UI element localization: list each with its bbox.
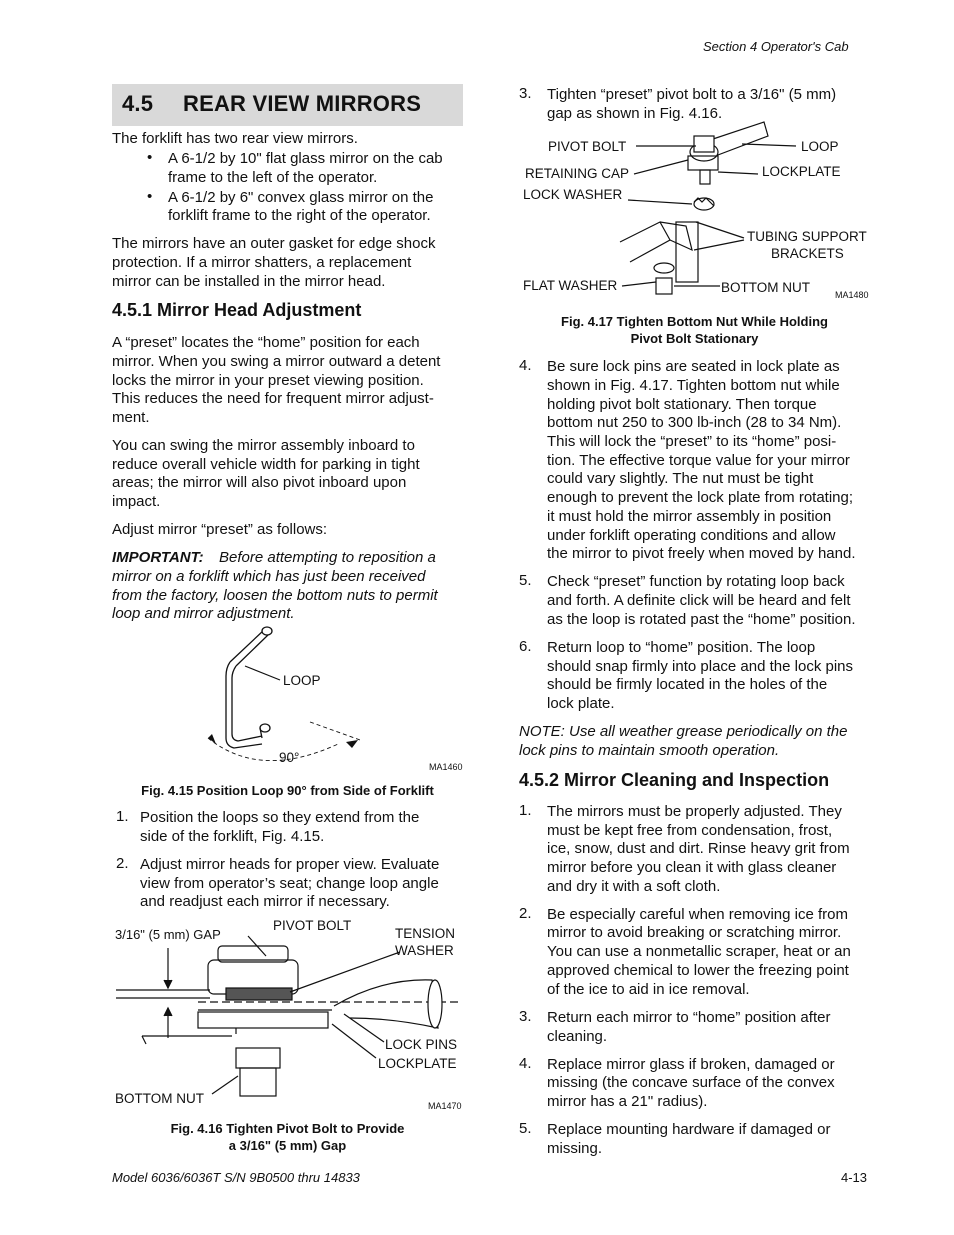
step-line: holding pivot bolt stationary. Then torque xyxy=(547,396,817,413)
fig417-flat-washer-label: FLAT WASHER xyxy=(523,278,618,293)
step-line: bottom nut 250 to 300 lb-inch (28 to 34 Nm). xyxy=(547,414,842,431)
paragraph-line: reduce overall vehicle width for parking in tight xyxy=(112,456,420,473)
bullet-line: forklift frame to the right of the operator. xyxy=(168,207,431,224)
important-label: IMPORTANT: xyxy=(112,549,204,566)
step-number: 5. xyxy=(519,1120,532,1137)
paragraph-line: This reduces the need for frequent mirror adjust- xyxy=(112,390,434,407)
paragraph-line: mirror can be installed in the mirror head. xyxy=(112,273,386,290)
fig417-tubing-label: TUBING SUPPORT xyxy=(747,229,867,244)
section-number: 4.5 xyxy=(122,91,154,116)
step-line: mirror to avoid breaking or scratching mirror. xyxy=(547,924,842,941)
step-line: of the ice to aid in ice removal. xyxy=(547,981,750,998)
fig416-tension-label: TENSION xyxy=(395,926,456,941)
paragraph-line: Adjust mirror “preset” as follows: xyxy=(112,521,328,538)
step-line: Be especially careful when removing ice from xyxy=(547,906,848,923)
important-line: Before attempting to reposition a xyxy=(219,549,436,566)
step-line: should snap firmly into place and the lock pins xyxy=(547,658,854,675)
step-line: Replace mounting hardware if damaged or xyxy=(547,1121,831,1138)
fig415-code: MA1460 xyxy=(429,762,463,772)
fig417-lock-washer-label: LOCK WASHER xyxy=(523,187,623,202)
section-title-bar xyxy=(112,84,463,126)
fig416-caption: a 3/16" (5 mm) Gap xyxy=(228,1138,347,1153)
step-number: 2. xyxy=(519,905,532,922)
step-line: approved chemical to lower the freezing point xyxy=(547,962,849,979)
fig416-bottom-nut-label: BOTTOM NUT xyxy=(115,1091,204,1106)
bullet-marker: • xyxy=(147,188,153,205)
fig415-loop-drawing xyxy=(200,620,460,770)
step-line: side of the forklift, Fig. 4.15. xyxy=(140,828,325,845)
note-line: lock pins to maintain smooth operation. xyxy=(519,742,780,759)
step-line: mirror before you clean it with glass cleaner xyxy=(547,859,837,876)
bullet-line: A 6-1/2 by 6" convex glass mirror on the xyxy=(168,189,434,206)
step-line: Adjust mirror heads for proper view. Evaluate xyxy=(140,856,440,873)
section-title: REAR VIEW MIRRORS xyxy=(183,91,422,116)
step-line: must be kept free from condensation, frost, xyxy=(547,822,833,839)
fig415-loop-label: LOOP xyxy=(283,673,321,688)
bullet-marker: • xyxy=(147,149,153,166)
bullet-line: A 6-1/2 by 10" flat glass mirror on the cab xyxy=(168,150,443,167)
fig416-code: MA1470 xyxy=(428,1101,462,1111)
step-line: missing (the concave surface of the convex xyxy=(547,1074,835,1091)
step-line: This will lock the “preset” to its “home” posi- xyxy=(547,433,837,450)
footer-model: Model 6036/6036T S/N 9B0500 thru 14833 xyxy=(112,1170,360,1185)
fig417-tubing-label: BRACKETS xyxy=(771,246,844,261)
paragraph-line: impact. xyxy=(112,493,161,510)
step-line: the mirror to pivot freely when moved by hand. xyxy=(547,545,856,562)
footer-page-number: 4-13 xyxy=(841,1170,868,1185)
step-number: 4. xyxy=(519,1055,532,1072)
step-line: Position the loops so they extend from the xyxy=(140,809,420,826)
fig416-gap-label: 3/16" (5 mm) GAP xyxy=(115,927,221,942)
step-number: 4. xyxy=(519,357,532,374)
step-number: 1. xyxy=(519,802,532,819)
step-line: Replace mirror glass if broken, damaged or xyxy=(547,1056,835,1073)
step-line: and forth. A definite click will be heard and felt xyxy=(547,592,851,609)
step-line: as the loop is rotated past the “home” position. xyxy=(547,611,856,628)
paragraph-line: protection. If a mirror shatters, a replacement xyxy=(112,254,412,271)
step-line: You can use a nonmetallic scraper, heat or an xyxy=(547,943,851,960)
step-line: under forklift operating conditions and allow xyxy=(547,527,836,544)
fig415-caption: Fig. 4.15 Position Loop 90° from Side of Forklift xyxy=(141,783,434,798)
paragraph-line: The mirrors have an outer gasket for edge shock xyxy=(112,235,436,252)
fig417-bottom-nut-label: BOTTOM NUT xyxy=(721,280,810,295)
step-line: Return each mirror to “home” position after xyxy=(547,1009,831,1026)
intro-paragraph: The forklift has two rear view mirrors. xyxy=(112,130,358,147)
fig416-tension-label: WASHER xyxy=(395,943,454,958)
step-line: view from operator’s seat; change loop angle xyxy=(140,875,439,892)
step-line: and readjust each mirror if necessary. xyxy=(140,893,390,910)
paragraph-line: mirror. When you swing a mirror outward a detent xyxy=(112,353,441,370)
important-line: from the factory, loosen the bottom nuts to permit xyxy=(112,587,438,604)
step-line: Tighten “preset” pivot bolt to a 3/16" (5 mm) xyxy=(547,86,837,103)
paragraph-line: ment. xyxy=(112,409,150,426)
step-line: and dry it with a soft cloth. xyxy=(547,878,721,895)
fig415-angle-label: 90° xyxy=(279,750,300,765)
important-line: mirror on a forklift which has just been received xyxy=(112,568,426,585)
step-line: could vary slightly. The nut must be tight xyxy=(547,470,814,487)
step-number: 3. xyxy=(519,85,532,102)
subsection-heading: 4.5.1 Mirror Head Adjustment xyxy=(112,300,362,320)
fig417-caption: Pivot Bolt Stationary xyxy=(630,331,759,346)
step-line: shown in Fig. 4.17. Tighten bottom nut while xyxy=(547,377,840,394)
fig417-retaining-cap-label: RETAINING CAP xyxy=(525,166,630,181)
step-line: should be firmly located in the holes of the xyxy=(547,676,828,693)
step-line: it must hold the mirror assembly in position xyxy=(547,508,832,525)
fig416-pivot-bolt-label: PIVOT BOLT xyxy=(273,918,352,933)
step-line: gap as shown in Fig. 4.16. xyxy=(547,105,723,122)
step-number: 2. xyxy=(116,855,129,872)
paragraph-line: A “preset” locates the “home” position for each xyxy=(112,334,420,351)
step-line: enough to prevent the lock plate from rotating; xyxy=(547,489,854,506)
step-line: Be sure lock pins are seated in lock plate as xyxy=(547,358,840,375)
step-line: Return loop to “home” position. The loop xyxy=(547,639,816,656)
fig417-code: MA1480 xyxy=(835,290,869,300)
step-number: 3. xyxy=(519,1008,532,1025)
step-line: tion. The effective torque value for your mirror xyxy=(547,452,850,469)
step-line: lock plate. xyxy=(547,695,615,712)
paragraph-line: You can swing the mirror assembly inboard to xyxy=(112,437,415,454)
fig416-caption: Fig. 4.16 Tighten Pivot Bolt to Provide xyxy=(170,1121,405,1136)
fig417-pivot-bolt-label: PIVOT BOLT xyxy=(548,139,627,154)
paragraph-line: areas; the mirror will also pivot inboard upon xyxy=(112,474,407,491)
step-line: missing. xyxy=(547,1140,603,1157)
fig417-caption: Fig. 4.17 Tighten Bottom Nut While Holding xyxy=(561,314,828,329)
step-number: 1. xyxy=(116,808,129,825)
bullet-line: frame to the left of the operator. xyxy=(168,169,378,186)
step-line: Check “preset” function by rotating loop back xyxy=(547,573,845,590)
fig417-lockplate-label: LOCKPLATE xyxy=(762,164,841,179)
fig417-loop-label: LOOP xyxy=(801,139,839,154)
step-number: 5. xyxy=(519,572,532,589)
note-line: NOTE: Use all weather grease periodically on the xyxy=(519,723,848,740)
paragraph-line: locks the mirror in your preset viewing position. xyxy=(112,372,424,389)
important-line: loop and mirror adjustment. xyxy=(112,605,295,622)
step-line: The mirrors must be properly adjusted. They xyxy=(547,803,842,820)
fig416-lock-pins-label: LOCK PINS xyxy=(385,1037,458,1052)
fig416-lockplate-label: LOCKPLATE xyxy=(378,1056,457,1071)
step-line: mirror has a 21" radius). xyxy=(547,1093,708,1110)
running-header: Section 4 Operator's Cab xyxy=(703,39,849,54)
step-line: cleaning. xyxy=(547,1028,608,1045)
step-number: 6. xyxy=(519,638,532,655)
step-line: ice, snow, dust and dirt. Rinse heavy grit from xyxy=(547,840,850,857)
subsection-heading: 4.5.2 Mirror Cleaning and Inspection xyxy=(519,770,830,790)
